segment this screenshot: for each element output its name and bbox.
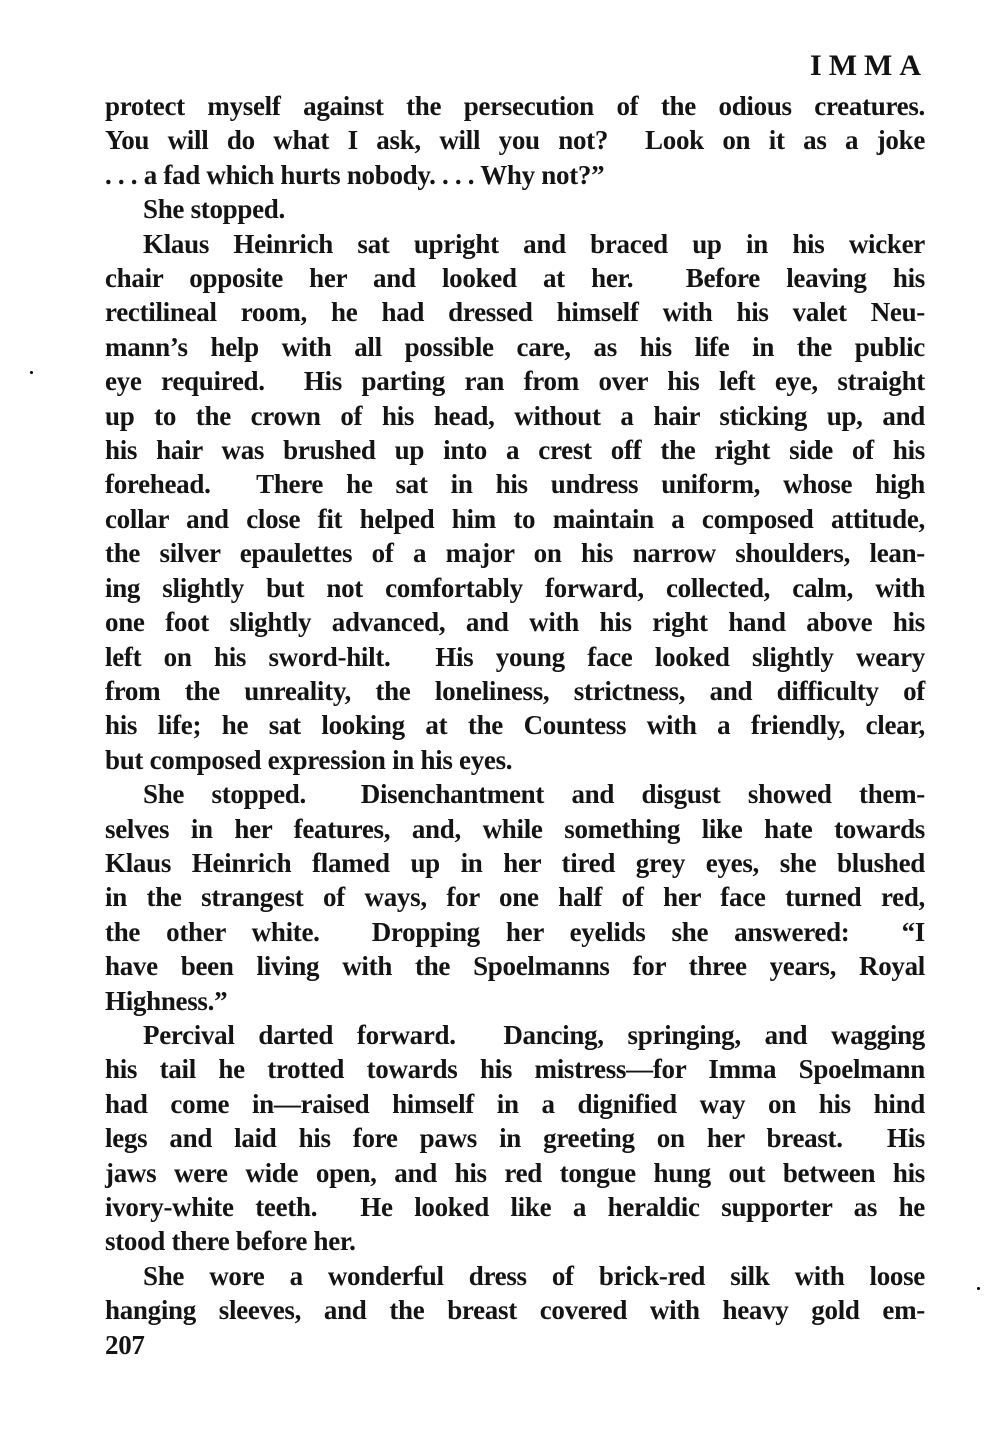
- text-line: ivory-white teeth. He looked like a heraldic supporter as he: [105, 1192, 925, 1222]
- text-line: mann’s help with all possible care, as his life in the public: [105, 331, 925, 362]
- text-line: the other white. Dropping her eyelids she answered: “I: [105, 916, 925, 947]
- text-line: had come in—raised himself in a dignified way on his hind: [105, 1088, 925, 1119]
- text-line: collar and close fit helped him to maintain a composed attitude,: [105, 503, 925, 534]
- text-line: forehead. There he sat in his undress uniform, whose high: [105, 469, 925, 500]
- ink-speck: [30, 371, 33, 374]
- text-line: She wore a wonderful dress of brick-red silk with loose: [143, 1260, 925, 1291]
- paragraph: [105, 227, 925, 778]
- paragraph: [105, 89, 925, 192]
- text-line: his life; he sat looking at the Countess with a friendly, clear,: [105, 710, 925, 741]
- text-line: She stopped. Disenchantment and disgust showed them-: [143, 779, 925, 810]
- text-line: stood there before her.: [105, 1226, 356, 1257]
- paragraph: [105, 777, 925, 1018]
- text-line: the silver epaulettes of a major on his narrow shoulders, lean-: [105, 538, 925, 569]
- text-line: hanging sleeves, and the breast covered with heavy gold em-: [105, 1295, 925, 1326]
- text-line: have been living with the Spoelmanns for three years, Royal: [105, 951, 925, 982]
- text-line: but composed expression in his eyes.: [105, 744, 513, 775]
- body-text: [105, 89, 925, 1362]
- text-line: his hair was brushed up into a crest off the right side of his: [105, 435, 925, 466]
- text-line: Highness.”: [105, 985, 228, 1016]
- text-line: You will do what I ask, will you not? Look on it as a joke: [105, 125, 925, 156]
- text-line: jaws were wide open, and his red tongue hung out between his: [105, 1157, 925, 1188]
- text-line: up to the crown of his head, without a hair sticking up, and: [105, 400, 925, 431]
- text-line: left on his sword-hilt. His young face looked slightly weary: [105, 641, 925, 672]
- paragraph: [105, 1018, 925, 1259]
- text-line: selves in her features, and, while something like hate towards: [105, 813, 925, 844]
- text-line: Klaus Heinrich sat upright and braced up in his wicker: [143, 228, 925, 259]
- text-line: in the strangest of ways, for one half of her face turned red,: [105, 882, 925, 913]
- text-line: one foot slightly advanced, and with his right hand above his: [105, 607, 925, 638]
- text-line: his tail he trotted towards his mistress—for Imma Spoelmann: [105, 1054, 925, 1085]
- text-line: Percival darted forward. Dancing, springing, and wagging: [143, 1019, 925, 1050]
- running-header: IMMA: [810, 49, 928, 82]
- text-line: rectilineal room, he had dressed himself with his valet Neu-: [105, 297, 925, 328]
- text-line: eye required. His parting ran from over his left eye, straight: [105, 366, 925, 397]
- paragraph: [105, 192, 925, 226]
- text-line: . . . a fad which hurts nobody. . . . Why not?”: [105, 159, 605, 190]
- ink-speck: [977, 1287, 980, 1290]
- paragraph: [105, 1259, 925, 1328]
- text-line: She stopped.: [143, 194, 285, 225]
- text-line: chair opposite her and looked at her. Before leaving his: [105, 263, 925, 294]
- text-line: protect myself against the persecution of the odious creatures.: [105, 91, 925, 121]
- text-line: from the unreality, the loneliness, strictness, and difficulty of: [105, 675, 925, 706]
- page-number: 207: [105, 1329, 145, 1360]
- text-line: legs and laid his fore paws in greeting on her breast. His: [105, 1123, 925, 1154]
- text-line: ing slightly but not comfortably forward, collected, calm, with: [105, 572, 925, 603]
- text-line: Klaus Heinrich flamed up in her tired grey eyes, she blushed: [105, 847, 925, 878]
